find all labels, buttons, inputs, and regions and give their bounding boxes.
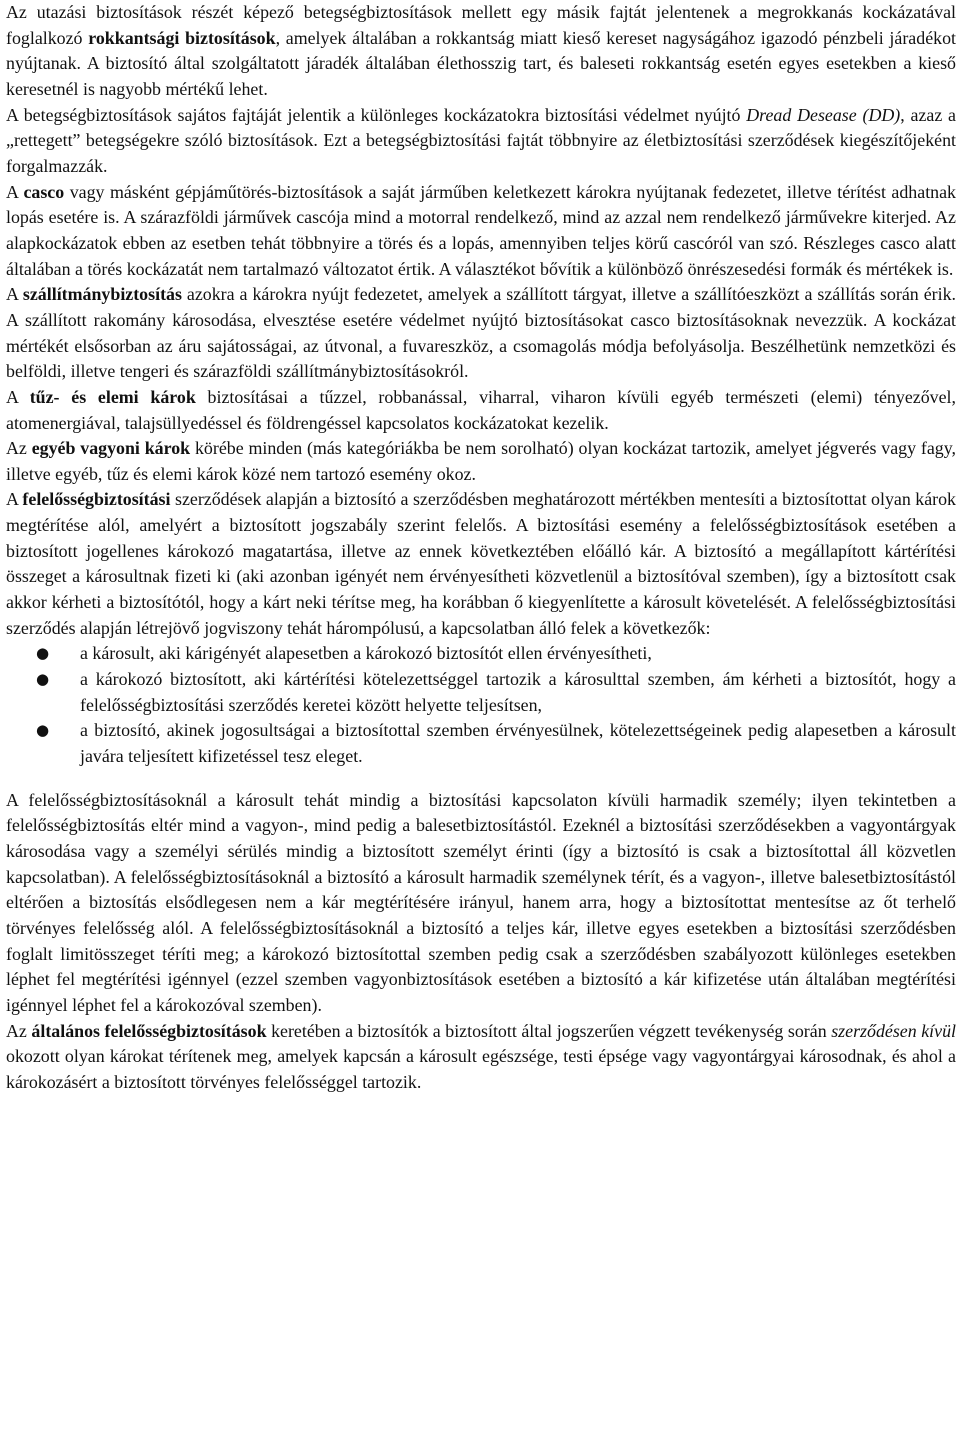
text-run: Az utazási biztosítások részét képező betegségbiztosítások mellett egy másik fajtát jelentenek a megrokkanás kockázatával foglalkozó <box>6 2 956 48</box>
bold-term-casco: casco <box>23 181 65 202</box>
text-run: okozott olyan károkat térítenek meg, amelyek kapcsán a károsult egészsége, testi épsége vagy vagyontárgyai károsodnak, és ahol a károkozásért a biztosított törvényes felelősséggel tartozik. <box>6 1046 956 1092</box>
list-item-text: a károsult, aki kárigényét alapesetben a károkozó biztosítót ellen érvényesítheti, <box>80 643 652 664</box>
paragraph-fire-elemental <box>6 385 956 436</box>
list-item <box>6 667 956 718</box>
bold-term-other-property: egyéb vagyoni károk <box>31 438 191 459</box>
text-run: , azaz a „rettegett” betegségekre szóló biztosítások. Ezt a betegségbiztosítási fajtát többnyire az életbiztosítási szerződések kiegészítőjeként forgalmazzák. <box>6 104 956 176</box>
text-run: keretében a biztosítók a biztosított által jogszerűen végzett tevékenység során <box>266 1020 832 1041</box>
bold-term-general-liability: általános felelősségbiztosítások <box>31 1020 267 1041</box>
text-run: A <box>6 489 23 510</box>
paragraph-liability <box>6 487 956 641</box>
italic-term-dread-disease: Dread Desease (DD) <box>746 104 901 125</box>
text-run: A betegségbiztosítások sajátos fajtáját jelentik a különleges kockázatokra biztosítási védelmet nyújtó <box>6 104 747 125</box>
paragraph-liability-comparison <box>6 788 956 1019</box>
text-run: biztosításai a tűzzel, robbanással, viharral, viharon kívüli egyéb természeti (elemi) tényezővel, atomenergiával, talajsüllyedéssel és földrengéssel kapcsolatos kockázatokat kezelik. <box>6 386 956 433</box>
text-run: azokra a károkra nyújt fedezetet, amelyek a szállított tárgyat, illetve a szállítóeszközt a szállítás során érik. A szállított rakomány károsodása, elvesztése esetére védelmet nyújtó biztosításokat casco biztosításoknak nevezzük. A kockázat mértékét elsősorban az áru sajátosságai, az útvonal, a fuvareszköz, a csomagolás módja befolyásolja. Beszélhetünk nemzetközi és belföldi, illetve tengeri és szárazföldi szállítmánybiztosításokról. <box>6 284 957 382</box>
list-item-text: a biztosító, akinek jogosultságai a biztosítottal szemben érvényesülnek, kötelezettségeinek pedig alapesetben a károsult javára teljesített kifizetéssel tesz eleget. <box>80 720 956 767</box>
text-run: vagy másként gépjáműtörés-biztosítások a saját járműben keletkezett károkra nyújtanak fedezetet, illetve térítést adhatnak lopás esetére is. A szárazföldi járművek cascója mind a motorral rendelkező, mind az azzal nem rendelkező járművekre kiterjed. Az alapkockázatok ebben az esetben tehát többnyire a törés és a lopás, amennyiben teljes körű cascóról van szó. Részleges casco alatt általában a törés kockázatát nem tartalmazó változatot értik. A választékot bővítik a különböző önrészesedési formák és mértékek is. <box>6 181 956 279</box>
paragraph-casco <box>6 180 956 283</box>
bullet-icon: ● <box>36 670 50 689</box>
bullet-icon: ● <box>36 644 50 663</box>
bold-term-disability-insurance: rokkantsági biztosítások <box>88 27 276 48</box>
paragraph-other-property <box>6 436 956 487</box>
paragraph-cargo-insurance <box>6 282 956 385</box>
list-item-text: a károkozó biztosított, aki kártérítési kötelezettséggel tartozik a károsulttal szemben, ám kérheti a biztosítót, hogy a felelősségbiztosítási szerződés keretei között helyette teljesítsen, <box>80 669 956 715</box>
text-run: A <box>6 181 24 202</box>
text-run: Az <box>6 1020 32 1041</box>
bold-term-fire-elemental: tűz- és elemi károk <box>29 386 196 407</box>
text-run: A felelősségbiztosításoknál a károsult tehát mindig a biztosítási kapcsolaton kívüli harmadik személy; ilyen tekintetben a felelősségbiztosítás eltér mind a vagyon-, mind pedig a balesetbiztosítástól. Ezeknél a biztosítási szerződésekben a vagyontárgyak károsodása vagy a személyi sérülés mindig a biztosított személyt érinti (így a biztosító is csak a biztosítottal áll közvetlen kapcsolatban). A felelősségbiztosításoknál a biztosító a károsult harmadik személynek térít, és a vagyon-, illetve balesetbiztosítástól eltérően a biztosítás elsődlegesen nem a kár megtérítésére irányul, hanem arra, hogy a biztosítottat mentesítse az őt terhelő törvényes felelősség alól. A felelősségbiztosításoknál a biztosító a teljes kár, illetve egyes esetekben a biztosítási szerződésben foglalt limitösszeget téríti meg; a károkozó biztosítottal szemben pedig csak a szerződésben szabályozott különleges esetekben léphet fel megtérítési igénnyel (ezzel szemben vagyonbiztosítások esetében a biztosító a kár kifizetése után általában megtérítési igénnyel léphet fel a károkozóval szemben). <box>6 789 956 1015</box>
text-run: A <box>6 386 30 407</box>
paragraph-dread-disease <box>6 103 956 180</box>
paragraph-disability-insurance <box>6 0 956 103</box>
list-item <box>6 718 956 769</box>
text-run: A <box>6 284 23 305</box>
spacer <box>6 770 956 788</box>
text-run: , amelyek általában a rokkantság miatt kieső kereset nagyságához igazodó pénzbeli járadékot nyújtanak. A biztosító által szolgáltatott járadék általában élethosszig tart, és baleseti rokkantság esetén egyes esetekben a kieső keresetnél is nagyobb mértékű lehet. <box>6 27 956 99</box>
list-item <box>6 641 956 667</box>
bullet-icon: ● <box>36 721 50 740</box>
italic-term-non-contractual: szerződésen kívül <box>831 1020 956 1041</box>
paragraph-general-liability <box>6 1019 956 1096</box>
parties-list <box>6 641 956 769</box>
text-run: Az <box>6 438 32 459</box>
document-page <box>6 0 956 1096</box>
bold-term-liability: felelősségbiztosítási <box>22 489 171 510</box>
bold-term-cargo-insurance: szállítmánybiztosítás <box>22 284 182 305</box>
text-run: körébe minden (más kategóriákba be nem sorolható) olyan kockázat tartozik, amelyet jégverés vagy fagy, illetve egyéb, tűz és elemi károk közé nem tartozó esemény okoz. <box>6 438 956 484</box>
text-run: szerződések alapján a biztosító a szerződésben meghatározott mértékben mentesíti a biztosítottat olyan károk megtérítése alól, amelyért a biztosított jogszabály szerint felelős. A biztosítási esemény a felelősségbiztosítások esetében a biztosított jogellenes károkozó magatartása, illetve az ennek következtében előálló kár. A biztosító a megállapított kártérítési összeget a károsultnak fizeti ki (aki azonban igényét nem érvényesítheti közvetlenül a biztosítóval szemben), így a biztosított csak akkor kérheti a biztosítótól, hogy a kárt neki térítse meg, ha korábban ő kiegyenlítette a károsult követelését. A felelősségbiztosítási szerződés alapján létrejövő jogviszony tehát hárompólusú, a kapcsolatban álló felek a következők: <box>6 489 957 638</box>
